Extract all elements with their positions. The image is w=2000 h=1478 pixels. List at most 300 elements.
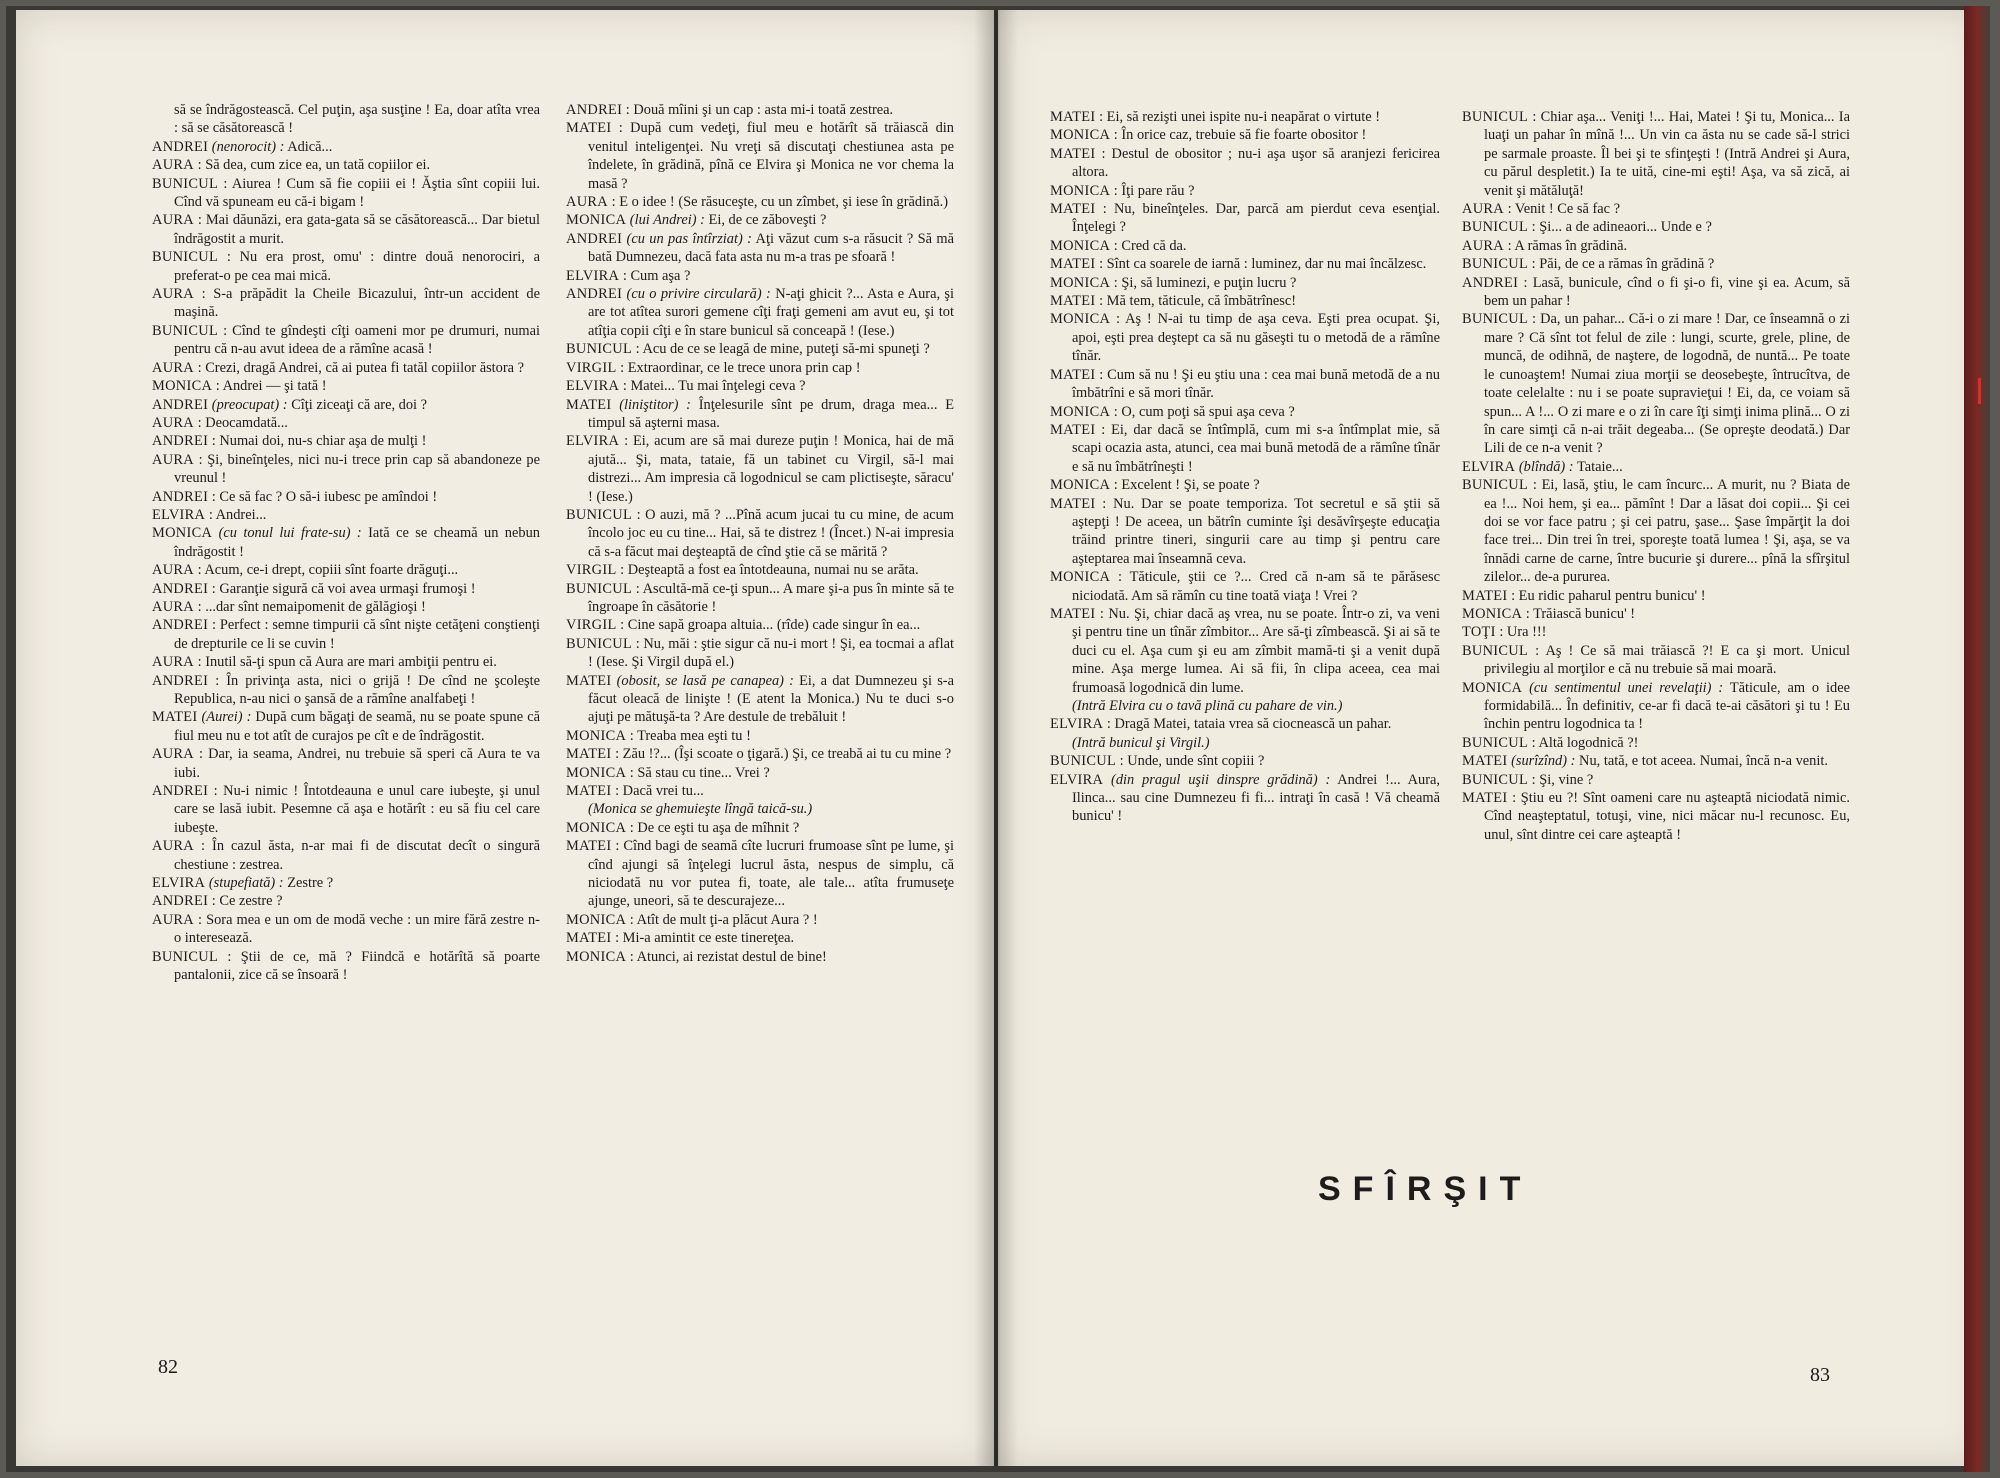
speech-text: Altă logodnică ?! [1538, 734, 1639, 751]
speech-text: Destul de obositor ; nu-i aşa uşor să aranjezi fericirea altora. [1072, 145, 1440, 181]
speech-text: N-aţi ghicit ?... Asta e Aura, şi are tot atîtea surori gemene cîţi fraţi gemeni am avut eu, şi tot atîţia copii cîţi e în stare bunicul să conceapă ! (Iese.) [588, 286, 955, 339]
speaker-name: MONICA [566, 819, 627, 836]
speech-text: Ei, să rezişti unei ispite nu-i neapărat o virtute ! [1106, 109, 1381, 125]
dialogue-line: ANDREI : Lasă, bunicule, cînd o fi şi-o fi, vine şi ea. Acum, să bem un pahar ! [1462, 274, 1850, 310]
speaker-name: AURA [152, 286, 194, 303]
speaker-name: BUNICUL [152, 948, 219, 965]
dialogue-line: BUNICUL : Ei, lasă, ştiu, le cam încurc... A murit, nu ? Biata de ea !... Noi hem, şi ea... pămînt ! Dar a lăsat doi copii... Şi cei doi se vor face patru ; şi cei patru, şase... Şase împărţit la doi face trei... Din trei în trei, sporeşte toată lumea ! Şi, aşa, se va înnădi carne de carne, între bucurie şi durere... pînă la sfîrşitul zilelor... de-a pururea. [1462, 477, 1851, 586]
dialogue-line: MONICA : Trăiască bunicu' ! [1462, 605, 1636, 622]
speech-text: Ce să fac ? O să-i iubesc pe amîndoi ! [219, 488, 438, 505]
dialogue-line: BUNICUL : Unde, unde sînt copiii ? [1050, 753, 1265, 770]
dialogue-line: ANDREI : Două mîini şi un cap : asta mi-i toată zestrea. [566, 102, 894, 118]
dialogue-line: MONICA : Excelent ! Şi, se poate ? [1050, 477, 1260, 494]
right-column-2 [1462, 108, 1850, 844]
speaker-name: MATEI [1050, 605, 1096, 622]
speaker-name: ANDREI [152, 138, 209, 155]
dialogue-line: ANDREI : Nu-i nimic ! Întotdeauna e unul care iubeşte, şi unul care se lasă iubit. Pesemne că aşa e hotărît : eu să fiu cel care iubeşte. [152, 783, 540, 836]
speaker-name: ELVIRA [1050, 716, 1104, 733]
dialogue-line: MONICA : Îţi pare rău ? [1050, 182, 1195, 199]
speech-text: Andrei — şi tată ! [222, 378, 327, 395]
speaker-name: ELVIRA [566, 267, 620, 284]
speaker-name: BUNICUL [152, 249, 219, 266]
speaker-name: ANDREI [1462, 274, 1519, 291]
speech-text: Aş ! N-ai tu timp de aşa ceva. Eşti prea ocupat. Şi, apoi, eşti prea deştept ca să nu găseşti tu o metodă de a rămîne tînăr. [1072, 311, 1440, 365]
speech-text: Deocamdată... [205, 414, 288, 431]
speech-text: Perfect : semne timpurii că sînt nişte cetăţeni conştienţi de drepturile ce li se cuvin ! [174, 617, 540, 652]
dialogue-line: BUNICUL : Nu era prost, omu' : dintre două nenorociri, a preferat-o pe cea mai mică. [152, 249, 540, 284]
speaker-name: MATEI [566, 838, 612, 855]
dialogue-line: MATEI : Sînt ca soarele de iarnă : luminez, dar nu mai încălzesc. [1050, 256, 1427, 273]
speaker-name: VIRGIL [566, 562, 617, 579]
dialogue-line [566, 672, 954, 727]
speaker-name: BUNICUL [1050, 753, 1117, 770]
dialogue-line: BUNICUL : Păi, de ce a rămas în grădină ? [1462, 256, 1715, 273]
speech-text: Şi, să luminezi, e puţin lucru ? [1121, 274, 1297, 291]
speech-text: Ei, lasă, ştiu, le cam încurc... A murit, nu ? Biata de ea !... Noi hem, şi ea... pămînt ! Dar a lăsat doi copii... Şi cei doi se vor face patru ; şi cei patru, şase... Şase împărţit la doi face trei... Din trei în trei, sporeşte toată lumea ! Şi, aşa, se va înnădi carne de carne, între bucurie şi durere... pînă la sfîrşitul zilelor... de-a pururea. [1484, 477, 1851, 586]
speaker-name: MONICA [1050, 477, 1111, 494]
speaker-name: MATEI [1050, 109, 1096, 125]
speech-text: Unde, unde sînt copiii ? [1127, 753, 1265, 770]
dialogue-line: MATEI : Nu. Şi, chiar dacă aş vrea, nu se poate. Într-o zi, va veni şi pentru tine un tînăr zîmbitor... Are să-ţi zîmbească. Şi ai să te duci cu el. Aşa cum şi eu am zîmbit mamă-ti şi a venit după mine. Aşa merge lumea. Ai să fii, în clipa aceea, cea mai frumoasă logodnică din lume. [1050, 605, 1440, 696]
speech-text: Înţelesurile sînt pe drum, draga mea... E timpul să aşterni masa. [588, 396, 954, 431]
speaker-name: MONICA [566, 212, 627, 229]
speech-text: Păi, de ce a rămas în grădină ? [1539, 256, 1715, 273]
dialogue-line [152, 708, 540, 745]
speaker-name: AURA [152, 359, 194, 376]
speaker-name: MATEI [566, 396, 612, 413]
speaker-name: MONICA [1050, 274, 1111, 291]
speech-text: Să dea, cum zice ea, un tată copiilor ei. [205, 157, 431, 174]
speech-text: Nu-i nimic ! Întotdeauna e unul care iubeşte, şi unul care se lasă iubit. Pesemne că aşa e hotărît : eu să fiu cel care iubeşte. [174, 783, 540, 836]
dialogue-line: ANDREI : În privinţa asta, nici o grijă ! De cînd ne şcoleşte Republica, n-au nici o şansă de a rămîne analfabeţi ! [152, 672, 540, 707]
dialogue-line: ELVIRA : Ei, acum are să mai dureze puţin ! Monica, hai de mă ajută... Şi, mata, tataie, fă un tabinet cu Virgil, să-l mai distrezi... Am impresia că logodnicul se cam plictiseşte, săracu' ! (Iese.) [566, 433, 954, 505]
dialogue-line: BUNICUL : Şi, vine ? [1462, 771, 1594, 788]
speaker-name: MONICA [1050, 182, 1111, 199]
speaker-direction: (stupefiată) : [208, 875, 284, 892]
speaker-name: MATEI [566, 783, 612, 800]
speaker-name: ELVIRA [152, 875, 206, 892]
speaker-direction: (nenorocit) : [211, 138, 285, 155]
dialogue-line: BUNICUL : Ascultă-mă ce-ţi spun... A mare şi-a pus în minte să te îngroape în căsătorie ! [566, 580, 954, 615]
dialogue-line: MONICA : În orice caz, trebuie să fie foarte obositor ! [1050, 127, 1367, 144]
speaker-name: MATEI [1050, 293, 1096, 310]
speaker-name: MATEI [152, 709, 198, 726]
dialogue-line [1462, 458, 1850, 476]
speech-text: Dragă Matei, tataia vrea să ciocnească un pahar. [1114, 716, 1392, 733]
speaker-direction: (cu o privire circulară) : [626, 286, 771, 303]
speaker-direction: (din pragul uşii dinspre grădină) : [1111, 771, 1331, 788]
right-column-1 [1050, 108, 1440, 826]
speaker-direction: (blîndă) : [1518, 458, 1574, 475]
speaker-direction: (cu un pas întîrziat) : [626, 230, 752, 247]
dialogue-line: MATEI : Ştiu eu ?! Sînt oameni care nu aşteaptă niciodată nimic. Cînd neaşteptatul, totuşi, vine, nici măcar nu-l recunosc. Eu, unul, sînt dintre cei care aşteaptă ! [1462, 790, 1850, 843]
speech-text: După cum vedeţi, fiul meu e hotărît să trăiască din venitul inteligenţei. Nu vreţi să discutaţi chestiunea asta pe îndelete, în grădină, pînă ce Elvira şi Monica ne vor chema la masă ? [588, 120, 954, 192]
stage-direction: (Monica se ghemuieşte lîngă taică-su.) [588, 801, 813, 818]
speech-text: Nu, bineînţeles. Dar, parcă am pierdut ceva esenţial. Înţelegi ? [1072, 201, 1440, 236]
dialogue-line: MATEI : Eu ridic paharul pentru bunicu' ! [1462, 587, 1706, 604]
speech-text: O, cum poţi să spui aşa ceva ? [1121, 403, 1295, 420]
dialogue-line: ANDREI : Perfect : semne timpurii că sînt nişte cetăţeni conştienţi de drepturile ce li se cuvin ! [152, 617, 540, 652]
speaker-name: AURA [1462, 237, 1504, 254]
speech-text: Dacă vrei tu... [622, 783, 704, 800]
speaker-name: ANDREI [566, 102, 623, 118]
speech-text: Deşteaptă a fost ea întotdeauna, numai nu se arăta. [627, 562, 919, 579]
speech-text: Iată ce se cheamă un nebun îndrăgostit ! [174, 525, 540, 560]
speech-text: Nu, măi : ştie sigur că nu-i mort ! Şi, ea tocmai a aflat ! (Iese. Şi Virgil după el.) [588, 635, 954, 671]
speech-text: Ştii de ce, mă ? Fiindcă e hotărîtă să poarte pantalonii, zice că se însoară ! [174, 948, 540, 984]
dialogue-line [152, 524, 540, 561]
speech-text: Zestre ? [287, 875, 334, 892]
speech-text: Inutil să-ţi spun că Aura are mari ambiţii pentru ei. [205, 654, 497, 671]
speech-text: Eu ridic paharul pentru bunicu' ! [1518, 587, 1706, 604]
dialogue-line: AURA : S-a prăpădit la Cheile Bicazului, într-un accident de maşină. [152, 286, 540, 321]
dialogue-line: MATEI : Zău !?... (Îşi scoate o ţigară.) Şi, ce treabă ai tu cu mine ? [566, 746, 952, 763]
speech-text: Nu, tată, e tot aceea. Numai, încă n-a venit. [1579, 753, 1828, 770]
speaker-name: BUNICUL [1462, 477, 1529, 494]
dialogue-line: MATEI : Cînd bagi de seamă cîte lucruri frumoase sînt pe lume, şi cînd ajungi să înţelegi lucrul ăsta, nespus de simplu, că niciodată nu vor putea fi, toate, ale tale... atîta frumuseţe ajunge, uneori, să te descurajeze... [566, 838, 954, 910]
speaker-name: BUNICUL [1462, 219, 1529, 236]
speech-text: Excelent ! Şi, se poate ? [1121, 477, 1260, 494]
speech-text: E o idee ! (Se răsuceşte, cu un zîmbet, şi iese în grădină.) [619, 194, 949, 211]
speech-text: S-a prăpădit la Cheile Bicazului, într-un accident de maşină. [174, 286, 540, 321]
speaker-name: ELVIRA [1050, 771, 1104, 788]
speech-text: Ce zestre ? [219, 893, 283, 910]
speech-text: Şi, bineînţeles, nici nu-i trece prin cap să abandoneze pe vreunul ! [174, 451, 540, 487]
speaker-name: MATEI [1462, 753, 1508, 770]
dialogue-line: MONICA : Treaba mea eşti tu ! [566, 727, 751, 744]
speaker-name: MATEI [566, 672, 612, 689]
speech-text: În cazul ăsta, n-ar mai fi de discutat decît o singură chestiune : zestrea. [174, 838, 540, 873]
speech-text: Cred că da. [1121, 237, 1187, 254]
speech-text: Ei, de ce zăboveşti ? [708, 212, 827, 229]
speaker-name: AURA [1462, 201, 1504, 218]
dialogue-line: AURA : În cazul ăsta, n-ar mai fi de discutat decît o singură chestiune : zestrea. [152, 838, 540, 873]
dialogue-line: ELVIRA : Cum aşa ? [566, 267, 691, 284]
speech-text: Aţi văzut cum s-a răsucit ? Să mă bată Dumnezeu, dacă fata asta nu m-a tras pe sfoară ! [588, 230, 954, 266]
end-title: SFÎRŞIT [1318, 1170, 1533, 1208]
speech-text: Tataie... [1576, 458, 1623, 475]
dialogue-line: AURA : E o idee ! (Se răsuceşte, cu un zîmbet, şi iese în grădină.) [566, 194, 949, 211]
continued-text: să se îndrăgostească. Cel puţin, aşa susţine ! Ea, doar atîta vrea : să se căsătorească ! [174, 102, 540, 137]
dialogue-line: VIRGIL : Cine sapă groapa altuia... (rîde) cade singur în ea... [566, 617, 921, 634]
dialogue-line: AURA : Acum, ce-i drept, copiii sînt foarte drăguţi... [152, 562, 459, 579]
speech-text: Două mîini şi un cap : asta mi-i toată zestrea. [633, 102, 894, 118]
speech-text: Da, un pahar... Că-i o zi mare ! Dar, ce înseamnă o zi mare ? Că sînt tot felul de zile : lungi, scurte, grele, pline, de muncă, de odihnă, de naştere, de logodnă, de nuntă... Pe toate le cunoaştem! Numai ziua morţii se deosebeşte, întrucîtva, de toate celelalte : nu i se poate supravieţui ! Ei, da, ce voiam să spun... A !... O zi mare e o zi în care îţi simţi inima plină... O zi în care simţi că n-ai trăit degeaba... (Se opreşte deodată.) Dar Lili de ce n-a venit ? [1484, 311, 1850, 457]
speaker-name: ANDREI [152, 617, 209, 634]
dialogue-line: MONICA : Atunci, ai rezistat destul de bine! [566, 948, 827, 965]
speaker-name: BUNICUL [566, 506, 633, 523]
speech-text: De ce eşti tu aşa de mîhnit ? [637, 819, 800, 836]
dialogue-line: BUNICUL : Acu de ce se leagă de mine, puteţi să-mi spuneţi ? [566, 341, 930, 358]
speaker-name: BUNICUL [1462, 109, 1529, 125]
dialogue-line: AURA : Inutil să-ţi spun că Aura are mari ambiţii pentru ei. [152, 654, 497, 671]
speaker-name: AURA [566, 194, 608, 211]
speaker-name: AURA [152, 562, 194, 579]
speech-text: Lasă, bunicule, cînd o fi şi-o fi, vine şi ea. Acum, să bem un pahar ! [1484, 274, 1850, 310]
speaker-name: VIRGIL [566, 617, 617, 634]
speech-text: Nu. Dar se poate temporiza. Tot secretul e să ştii să aştepţi ! De aceea, un bătrîn cuminte îşi desăvîrşeşte educaţia trăind printre tineri, singurii care au timp şi pentru care aşteptarea mai înseamnă ceva. [1072, 495, 1440, 567]
dialogue-line: VIRGIL : Deşteaptă a fost ea întotdeauna, numai nu se arăta. [566, 562, 919, 579]
book-gutter [974, 10, 1018, 1466]
dialogue-line: MONICA : Tăticule, ştii ce ?... Cred că n-am să te părăsesc niciodată. Am să rămîn cu tine toată viaţa ! Vrei ? [1050, 569, 1440, 604]
stage-direction: (Intră bunicul şi Virgil.) [1072, 734, 1210, 751]
dialogue-line: MATEI : Mi-a amintit ce este tinereţea. [566, 930, 795, 947]
speech-text: Atît de mult ţi-a plăcut Aura ? ! [636, 911, 818, 928]
speaker-name: BUNICUL [566, 341, 633, 358]
speech-text: Cine sapă groapa altuia... (rîde) cade singur în ea... [627, 617, 921, 634]
speaker-direction: (cu sentimentul unei revelaţii) : [1529, 679, 1724, 696]
speaker-name: ANDREI [152, 433, 209, 450]
speech-text: O auzi, mă ? ...Pînă acum jucai tu cu mine, de acum încolo joc eu cu tine... Hai, să te distrez ! (Încet.) N-ai impresia că s-a făcut mai deşteaptă de cînd ştie că se mărită ? [588, 506, 954, 560]
dialogue-line: BUNICUL : Chiar aşa... Veniţi !... Hai, Matei ! Şi tu, Monica... Ia luaţi un pahar în mînă !... Un vin ca ăsta nu se cade să-l strici pe sarmale proaste. Îl bei şi te sfinţeşti ! (Intră Andrei şi Aura, cu părul despletit.) Ia te uită, cine-mi eşti! Aşa, va să zică, ai venit şi mătăluţă! [1462, 109, 1850, 199]
dialogue-line: ANDREI : Ce să fac ? O să-i iubesc pe amîndoi ! [152, 488, 438, 505]
speaker-name: VIRGIL [566, 359, 617, 376]
speaker-name: MONICA [152, 525, 213, 542]
speaker-name: ANDREI [152, 783, 209, 800]
speaker-name: ANDREI [566, 286, 623, 303]
speaker-name: MONICA [1050, 237, 1111, 254]
dialogue-line: MONICA : Cred că da. [1050, 237, 1187, 254]
speech-text: Şi... a de adineaori... Unde e ? [1539, 219, 1712, 236]
speaker-name: BUNICUL [1462, 771, 1529, 788]
speaker-name: AURA [152, 157, 194, 174]
speaker-name: MATEI [1050, 256, 1096, 273]
dialogue-line: ELVIRA : Matei... Tu mai înţelegi ceva ? [566, 378, 806, 395]
speech-text: Dar, ia seama, Andrei, nu trebuie să speri că Aura te va iubi. [174, 746, 540, 781]
speech-text: Ura !!! [1506, 624, 1547, 641]
speech-text: Cum să nu ! Şi eu ştiu una : cea mai bună metodă de a nu îmbătrîni e să mori tînăr. [1072, 366, 1440, 402]
speech-text: Aiurea ! Cum să fie copiii ei ! Ăştia sînt copiii lui. Cînd vă spuneam eu că-i bigam ! [174, 175, 540, 211]
dialogue-line: MONICA : Aş ! N-ai tu timp de aşa ceva. Eşti prea ocupat. Şi, apoi, eşti prea deştept ca să nu găseşti tu o metodă de a rămîne tînăr. [1050, 311, 1440, 365]
speech-text: Extraordinar, ce le trece unora prin cap ! [627, 359, 861, 376]
dialogue-line: AURA : A rămas în grădină. [1462, 237, 1628, 254]
speech-text: Să stau cu tine... Vrei ? [637, 764, 770, 781]
speaker-name: ELVIRA [152, 506, 206, 523]
speech-text: Ascultă-mă ce-ţi spun... A mare şi-a pus în minte să te îngroape în căsătorie ! [588, 580, 954, 615]
dialogue-line: AURA : ...dar sînt nemaipomenit de gălăgioşi ! [152, 598, 426, 615]
dialogue-line: AURA : Dar, ia seama, Andrei, nu trebuie să speri că Aura te va iubi. [152, 746, 540, 781]
speaker-name: ELVIRA [566, 378, 620, 395]
dialogue-line [566, 211, 954, 229]
speech-text: Garanţie sigură că voi avea urmaşi frumoşi ! [219, 580, 476, 597]
speaker-name: BUNICUL [152, 175, 219, 192]
speech-text: Mă tem, tăticule, că îmbătrînesc! [1106, 293, 1297, 310]
dialogue-line: BUNICUL : Ştii de ce, mă ? Fiindcă e hotărîtă să poarte pantalonii, zice că se însoară ! [152, 948, 540, 984]
speaker-name: ELVIRA [1462, 458, 1516, 475]
speech-text: Ştiu eu ?! Sînt oameni care nu aşteaptă niciodată nimic. Cînd neaşteptatul, totuşi, vine, nici măcar nu-l recunosc. Eu, unul, sînt dintre cei care aşteaptă ! [1484, 790, 1850, 843]
speaker-name: MONICA [152, 378, 213, 395]
speaker-name: MATEI [566, 120, 612, 137]
speech-text: Cînd te gîndeşti cîţi oameni mor pe drumuri, numai pentru că n-au avut ideea de a rămîne acasă ! [174, 322, 540, 358]
speaker-name: ANDREI [152, 672, 209, 689]
speaker-name: MATEI [1050, 145, 1096, 162]
dialogue-line: AURA : Venit ! Ce să fac ? [1462, 201, 1621, 218]
dialogue-line: MONICA : O, cum poţi să spui aşa ceva ? [1050, 403, 1295, 420]
speaker-direction: (Aurei) : [201, 709, 252, 726]
speech-text: Aş ! Ce să mai trăiască ?! E ca şi mort. Unicul privilegiu al morţilor e că nu trebuie să mai moară. [1484, 642, 1850, 678]
dialogue-line: ANDREI : Ce zestre ? [152, 893, 283, 910]
dialogue-line [1462, 752, 1850, 770]
speaker-name: MONICA [566, 764, 627, 781]
dialogue-line [152, 138, 540, 156]
speaker-direction: (liniştitor) : [619, 396, 691, 413]
page-number-left: 82 [158, 1356, 178, 1378]
speech-text: ...dar sînt nemaipomenit de gălăgioşi ! [205, 598, 426, 615]
speech-text: Crezi, dragă Andrei, că ai putea fi tatăl copiilor ăstora ? [205, 359, 525, 376]
page-number-right: 83 [1810, 1364, 1830, 1386]
speech-text: Chiar aşa... Veniţi !... Hai, Matei ! Şi tu, Monica... Ia luaţi un pahar în mînă !... Un vin ca ăsta nu se cade să-l strici pe sarmale proaste. Îl bei şi te sfinţeşti ! (Intră Andrei şi Aura, cu părul despletit.) Ia te uită, cine-mi eşti! Aşa, va să zică, ai venit şi mătăluţă! [1484, 109, 1850, 199]
dialogue-line: BUNICUL : Altă logodnică ?! [1462, 734, 1639, 751]
dialogue-line [1462, 679, 1850, 734]
dialogue-line: BUNICUL : Da, un pahar... Că-i o zi mare ! Dar, ce înseamnă o zi mare ? Că sînt tot felul de zile : lungi, scurte, grele, pline, de muncă, de odihnă, de naştere, de logodnă, de nuntă... Pe toate le cunoaştem! Numai ziua morţii se deosebeşte, întrucîtva, de toate celelalte : nu i se poate supravieţui ! Ei, da, ce voiam să spun... A !... O zi mare e o zi în care îţi simţi inima plină... O zi în care simţi că n-ai trăit degeaba... (Se opreşte deodată.) Dar Lili de ce n-a venit ? [1462, 311, 1850, 457]
dialogue-line: BUNICUL : Aş ! Ce să mai trăiască ?! E ca şi mort. Unicul privilegiu al morţilor e că nu trebuie să mai moară. [1462, 642, 1850, 678]
dialogue-line: ANDREI : Garanţie sigură că voi avea urmaşi frumoşi ! [152, 580, 476, 597]
speaker-name: BUNICUL [566, 635, 633, 652]
dialogue-line [566, 285, 954, 340]
speaker-name: ANDREI [152, 893, 209, 910]
speaker-name: ANDREI [152, 396, 209, 413]
speaker-name: AURA [152, 212, 194, 229]
speaker-name: MONICA [566, 727, 627, 744]
speech-text: Acum, ce-i drept, copiii sînt foarte drăguţi... [204, 562, 459, 579]
dialogue-line [566, 396, 954, 433]
speech-text: Atunci, ai rezistat destul de bine! [636, 948, 827, 965]
speaker-name: MATEI [566, 746, 612, 763]
speech-text: Trăiască bunicu' ! [1533, 605, 1636, 622]
dialogue-line: MONICA : Andrei — şi tată ! [152, 378, 327, 395]
dialogue-line: ELVIRA : Dragă Matei, tataia vrea să ciocnească un pahar. [1050, 716, 1392, 733]
speech-text: Venit ! Ce să fac ? [1514, 201, 1621, 218]
speaker-name: BUNICUL [152, 322, 219, 339]
speech-text: A rămas în grădină. [1514, 237, 1628, 254]
dialogue-line: MATEI : Ei, să rezişti unei ispite nu-i neapărat o virtute ! [1050, 109, 1381, 125]
dialogue-line: MATEI : Nu, bineînţeles. Dar, parcă am pierdut ceva esenţial. Înţelegi ? [1050, 201, 1440, 236]
dialogue-line [152, 396, 540, 414]
speaker-name: MONICA [1050, 127, 1111, 144]
speaker-direction: (cu tonul lui frate-su) : [218, 525, 362, 542]
speaker-name: BUNICUL [1462, 256, 1529, 273]
speech-text: Cînd bagi de seamă cîte lucruri frumoase sînt pe lume, şi cînd ajungi să înţelegi lucrul ăsta, nespus de simplu, că niciodată nu vor putea fi, toate, ale tale... atîta frumuseţe ajunge, uneori, să te descurajeze... [588, 838, 954, 910]
dialogue-line: TOŢI : Ura !!! [1462, 624, 1547, 641]
dialogue-line: BUNICUL : Aiurea ! Cum să fie copiii ei ! Ăştia sînt copiii lui. Cînd vă spuneam eu că-i bigam ! [152, 175, 540, 211]
speaker-direction: (surîzînd) : [1511, 753, 1576, 770]
book-edge [1964, 6, 1990, 1472]
speech-text: Cum aşa ? [630, 267, 691, 284]
speech-text: Nu. Şi, chiar dacă aş vrea, nu se poate. Într-o zi, va veni şi pentru tine un tînăr zîmbitor... Are să-ţi zîmbească. Şi ai să te duci cu el. Aşa cum şi eu am zîmbit mamă-ti şi a venit după mine. Aşa merge lumea. Ai să fii, în clipa aceea, cea mai frumoasă logodnică din lume. [1072, 605, 1440, 696]
dialogue-line: AURA : Să dea, cum zice ea, un tată copiilor ei. [152, 157, 431, 174]
dialogue-line: BUNICUL : Nu, măi : ştie sigur că nu-i mort ! Şi, ea tocmai a aflat ! (Iese. Şi Virgil după el.) [566, 635, 954, 671]
dialogue-line: VIRGIL : Extraordinar, ce le trece unora prin cap ! [566, 359, 861, 376]
dialogue-line: MATEI : Destul de obositor ; nu-i aşa uşor să aranjezi fericirea altora. [1050, 145, 1440, 181]
dialogue-line: MONICA : Să stau cu tine... Vrei ? [566, 764, 770, 781]
dialogue-line: AURA : Crezi, dragă Andrei, că ai putea fi tatăl copiilor ăstora ? [152, 359, 525, 376]
dialogue-line: AURA : Deocamdată... [152, 414, 288, 431]
dialogue-line: BUNICUL : O auzi, mă ? ...Pînă acum jucai tu cu mine, de acum încolo joc eu cu tine... Hai, să te distrez ! (Încet.) N-ai impresia că s-a făcut mai deşteaptă de cînd ştie că se mărită ? [566, 506, 954, 560]
dialogue-line: MATEI : Nu. Dar se poate temporiza. Tot secretul e să ştii să aştepţi ! De aceea, un bătrîn cuminte îşi desăvîrşeşte educaţia trăind printre tineri, singurii care au timp şi pentru care aşteptarea mai înseamnă ceva. [1050, 495, 1440, 567]
left-column-1 [152, 101, 540, 985]
speaker-name: MATEI [1050, 201, 1096, 218]
dialogue-line: ELVIRA : Andrei... [152, 506, 267, 523]
dialogue-line: MATEI : După cum vedeţi, fiul meu e hotărît să trăiască din venitul inteligenţei. Nu vreţi să discutaţi chestiunea asta pe îndelete, în grădină, pînă ce Elvira şi Monica ne vor chema la masă ? [566, 120, 954, 192]
speaker-name: AURA [152, 598, 194, 615]
speech-text: Tăticule, ştii ce ?... Cred că n-am să te părăsesc niciodată. Am să rămîn cu tine toată viaţa ! Vrei ? [1072, 569, 1440, 604]
speech-text: Ei, acum are să mai dureze puţin ! Monica, hai de mă ajută... Şi, mata, tataie, fă un tabinet cu Virgil, să-l mai distrezi... Am impresia că logodnicul se cam plictiseşte, săracu' ! (Iese.) [588, 433, 954, 505]
speaker-name: AURA [152, 746, 194, 763]
speaker-name: TOŢI [1462, 624, 1496, 641]
dialogue-line: MONICA : De ce eşti tu aşa de mîhnit ? [566, 819, 800, 836]
speech-text: Tăticule, am o idee formidabilă... În definitiv, ce-ar fi dacă te-ai căsători şi tu ! Eu închin pentru logodnica ta ! [1484, 679, 1850, 733]
speaker-name: MATEI [1462, 790, 1508, 807]
speaker-name: AURA [152, 451, 194, 468]
speaker-direction: (lui Andrei) : [629, 212, 705, 229]
speech-text: Numai doi, nu-s chiar aşa de mulţi ! [219, 433, 427, 450]
speaker-name: MATEI [566, 930, 612, 947]
speaker-name: MONICA [1050, 311, 1111, 328]
speaker-name: MATEI [1050, 366, 1096, 383]
dialogue-line: AURA : Şi, bineînţeles, nici nu-i trece prin cap să abandoneze pe vreunul ! [152, 451, 540, 487]
speaker-name: MONICA [566, 911, 627, 928]
speaker-name: AURA [152, 654, 194, 671]
dialogue-line: MONICA : Atît de mult ţi-a plăcut Aura ? ! [566, 911, 818, 928]
stage-direction: (Intră Elvira cu o tavă plină cu pahare de vin.) [1072, 698, 1343, 714]
speech-text: În orice caz, trebuie să fie foarte obositor ! [1121, 127, 1367, 144]
speaker-name: AURA [152, 414, 194, 431]
speaker-name: ELVIRA [566, 433, 620, 450]
speaker-name: BUNICUL [1462, 734, 1529, 751]
speaker-name: AURA [152, 838, 194, 855]
speech-text: Mai dăunăzi, era gata-gata să se căsătorească... Dar bietul îndrăgostit a murit. [174, 212, 540, 247]
speech-text: Zău !?... (Îşi scoate o ţigară.) Şi, ce treabă ai tu cu mine ? [622, 746, 952, 763]
dialogue-line: AURA : Sora mea e un om de modă veche : un mire fără zestre n-o interesează. [152, 911, 540, 947]
speaker-name: BUNICUL [566, 580, 633, 597]
speaker-name: AURA [152, 911, 194, 928]
speaker-name: MATEI [1050, 495, 1096, 512]
dialogue-line: MATEI : Ei, dar dacă se întîmplă, cum mi s-a întîmplat mie, să scapi ocazia asta, atunci, cea mai bună metodă de a rămîne tînăr e să nu îmbătrîneşti ! [1050, 421, 1440, 475]
speech-text: Treaba mea eşti tu ! [637, 727, 751, 744]
speech-text: Îţi pare rău ? [1121, 182, 1195, 199]
speech-text: Ei, dar dacă se întîmplă, cum mi s-a întîmplat mie, să scapi ocazia asta, atunci, cea mai bună metodă de a rămîne tînăr e să nu îmbătrîneşti ! [1072, 421, 1440, 475]
dialogue-line [152, 874, 540, 892]
speaker-name: ANDREI [566, 230, 623, 247]
dialogue-line: MATEI : Dacă vrei tu... [566, 783, 704, 800]
speaker-name: BUNICUL [1462, 311, 1529, 328]
speaker-direction: (preocupat) : [211, 396, 288, 413]
bookmark-ribbon [1978, 378, 1981, 404]
speech-text: Nu era prost, omu' : dintre două nenorociri, a preferat-o pe cea mai mică. [174, 249, 540, 284]
speaker-name: MONICA [1050, 403, 1111, 420]
dialogue-line: ANDREI : Numai doi, nu-s chiar aşa de mulţi ! [152, 433, 427, 450]
left-column-2 [566, 101, 954, 966]
speech-text: Mi-a amintit ce este tinereţea. [622, 930, 795, 947]
dialogue-line: AURA : Mai dăunăzi, era gata-gata să se căsătorească... Dar bietul îndrăgostit a murit. [152, 212, 540, 247]
dialogue-line: MONICA : Şi, să luminezi, e puţin lucru ? [1050, 274, 1297, 291]
dialogue-line [566, 230, 954, 267]
speech-text: Ei, a dat Dumnezeu şi s-a făcut oleacă de linişte ! (E atent la Monica.) Nu te duci s-o ajuţi pe mătuşă-ta ? Are destule de trebăluit ! [588, 672, 954, 726]
dialogue-line: MATEI : Mă tem, tăticule, că îmbătrînesc! [1050, 293, 1297, 310]
dialogue-line [1050, 771, 1440, 826]
speaker-name: MATEI [1050, 421, 1096, 438]
speech-text: Sînt ca soarele de iarnă : luminez, dar nu mai încălzesc. [1106, 256, 1427, 273]
speech-text: În privinţa asta, nici o grijă ! De cînd ne şcoleşte Republica, n-au nici o şansă de a rămîne analfabeţi ! [174, 672, 540, 707]
speech-text: După cum băgaţi de seamă, nu se poate spune că fiul meu nu e tot atît de curajos pe cît e de îndrăgostit. [174, 709, 540, 744]
speaker-name: MONICA [566, 948, 627, 965]
speech-text: Matei... Tu mai înţelegi ceva ? [630, 378, 806, 395]
speech-text: Sora mea e un om de modă veche : un mire fără zestre n-o interesează. [174, 911, 540, 947]
dialogue-line: BUNICUL : Şi... a de adineaori... Unde e ? [1462, 219, 1712, 236]
speech-text: Cîţi ziceaţi că are, doi ? [291, 396, 428, 413]
speaker-name: MONICA [1462, 679, 1523, 696]
speaker-name: MONICA [1050, 569, 1111, 586]
